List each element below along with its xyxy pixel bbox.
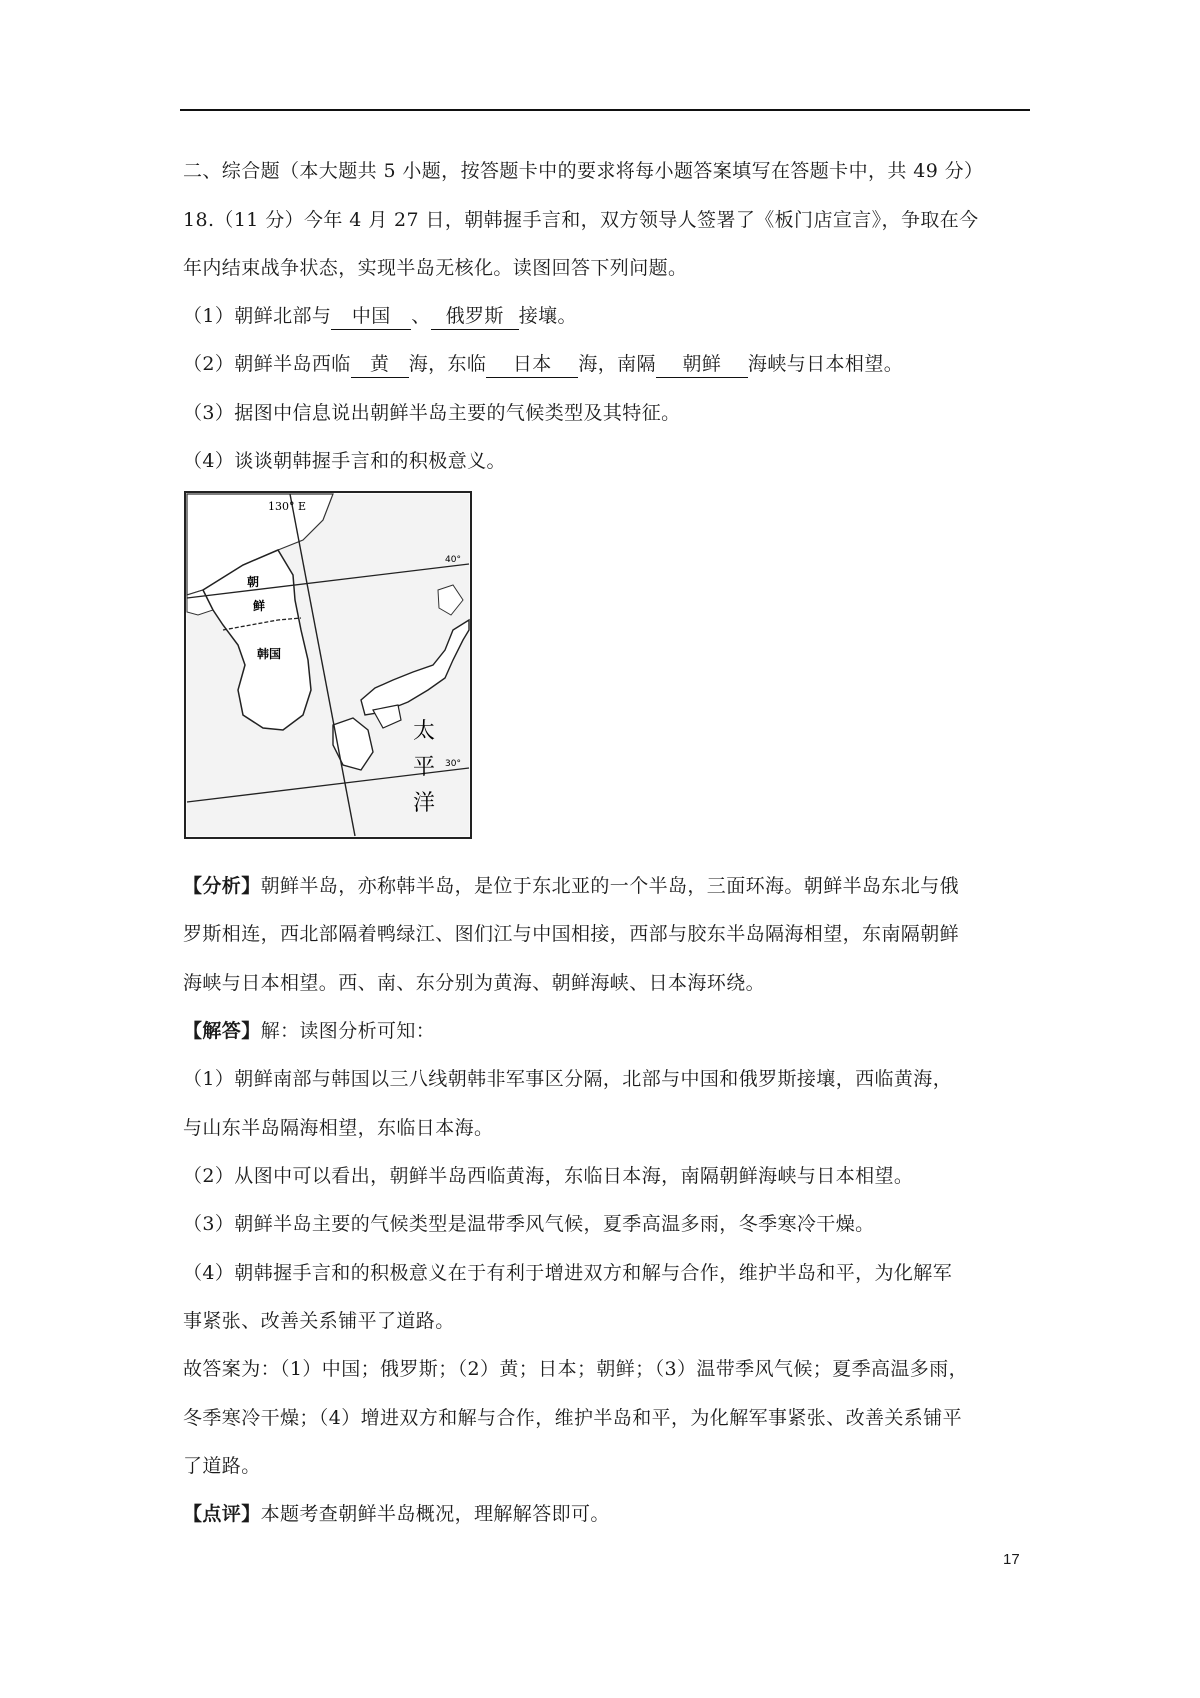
map-longitude-label: 130° E — [268, 500, 307, 513]
answer-4-line1: （4）朝韩握手言和的积极意义在于有利于增进双方和解与合作，维护半岛和平，为化解军 — [183, 1262, 953, 1284]
map-ocean-char-3: 洋 — [413, 791, 436, 816]
q2-prefix: （2）朝鲜半岛西临 — [183, 353, 351, 375]
analysis-line2: 罗斯相连，西北部隔着鸭绿江、图们江与中国相接，西部与胶东半岛隔海相望，东南隔朝鲜 — [183, 923, 960, 945]
answer-4-line2: 事紧张、改善关系铺平了道路。 — [183, 1310, 455, 1332]
map-ocean-char-1: 太 — [413, 719, 436, 744]
comment-line: 【点评】本题考查朝鲜半岛概况，理解解答即可。 — [183, 1503, 610, 1525]
q2-blank-japan: 日本 — [486, 354, 578, 378]
korea-peninsula-map — [183, 490, 473, 840]
q2-blank-korea: 朝鲜 — [656, 354, 748, 378]
map-label-north-korea-1: 朝 — [247, 575, 260, 589]
final-answer-line2: 冬季寒冷干燥；（4）增进双方和解与合作，维护半岛和平，为化解军事紧张、改善关系铺平 — [183, 1407, 962, 1429]
final-answer-line3: 了道路。 — [183, 1455, 261, 1477]
answer-2: （2）从图中可以看出，朝鲜半岛西临黄海，东临日本海，南隔朝鲜海峡与日本相望。 — [183, 1165, 914, 1187]
question-stem-line1: 18.（11 分）今年 4 月 27 日，朝韩握手言和，双方领导人签署了《板门店宣言》，争取在今 — [183, 209, 979, 231]
question-2 — [183, 349, 903, 378]
q1-blank-china: 中国 — [331, 306, 411, 330]
analysis-line1: 【分析】朝鲜半岛，亦称韩半岛，是位于东北亚的一个半岛，三面环海。朝鲜半岛东北与俄 — [183, 875, 960, 897]
answer-1-line1: （1）朝鲜南部与韩国以三八线朝韩非军事区分隔，北部与中国和俄罗斯接壤，西临黄海， — [183, 1068, 953, 1090]
map-lat-40: 40° — [445, 555, 461, 565]
q2-mid2: 海，南隔 — [578, 353, 656, 375]
q1-suffix: 接壤。 — [518, 305, 577, 327]
page-number: 17 — [1003, 1551, 1020, 1568]
question-4: （4）谈谈朝韩握手言和的积极意义。 — [183, 450, 506, 472]
q2-suffix: 海峡与日本相望。 — [747, 353, 904, 375]
final-answer-line1: 故答案为：（1）中国；俄罗斯；（2）黄；日本；朝鲜；（3）温带季风气候；夏季高温多雨， — [183, 1358, 968, 1380]
comment-tag: 【点评】 — [183, 1503, 261, 1525]
question-stem-line2: 年内结束战争状态，实现半岛无核化。读图回答下列问题。 — [183, 257, 688, 279]
q2-blank-yellow: 黄 — [351, 354, 409, 378]
q2-mid1: 海，东临 — [408, 353, 487, 375]
answer-1-line2: 与山东半岛隔海相望，东临日本海。 — [183, 1117, 494, 1139]
answer-intro: 【解答】解：读图分析可知： — [183, 1020, 436, 1042]
map-label-north-korea-2: 鲜 — [253, 599, 266, 613]
analysis-line3: 海峡与日本相望。西、南、东分别为黄海、朝鲜海峡、日本海环绕。 — [183, 972, 766, 994]
map-ocean-char-2: 平 — [413, 755, 436, 780]
answer-3: （3）朝鲜半岛主要的气候类型是温带季风气候，夏季高温多雨，冬季寒冷干燥。 — [183, 1213, 875, 1235]
header-rule — [180, 109, 1030, 111]
question-1 — [183, 301, 577, 330]
q1-sep: 、 — [411, 305, 431, 327]
question-3: （3）据图中信息说出朝鲜半岛主要的气候类型及其特征。 — [183, 402, 681, 424]
section-heading: 二、综合题（本大题共 5 小题，按答题卡中的要求将每小题答案填写在答题卡中，共 49 分） — [183, 160, 984, 182]
analysis-tag: 【分析】 — [183, 875, 261, 897]
answer-tag: 【解答】 — [183, 1020, 261, 1042]
q1-prefix: （1）朝鲜北部与 — [183, 305, 332, 327]
map-lat-30: 30° — [445, 759, 461, 769]
map-label-south-korea: 韩国 — [257, 647, 282, 661]
q1-blank-russia: 俄罗斯 — [431, 306, 519, 330]
